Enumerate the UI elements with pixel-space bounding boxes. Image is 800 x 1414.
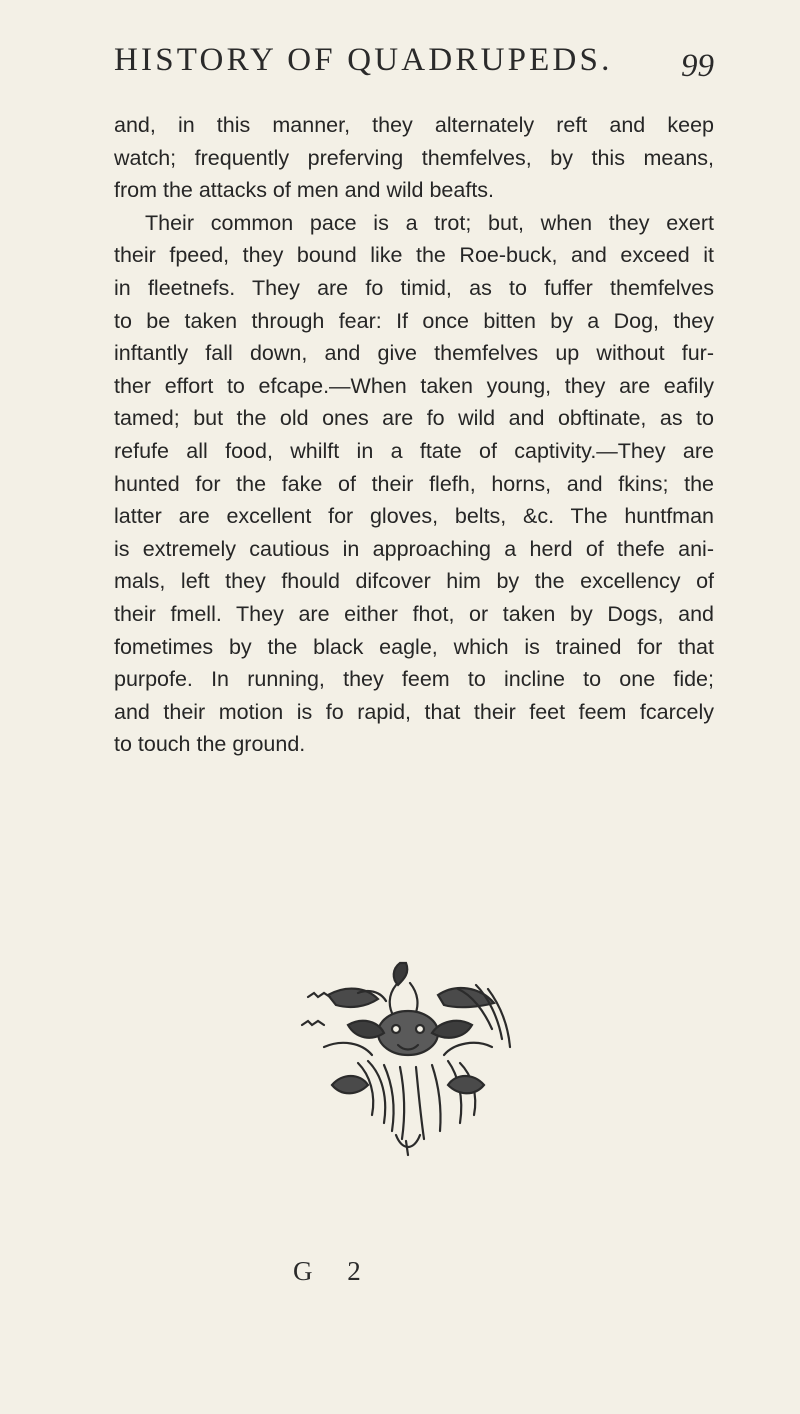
text-line: latter are excellent for gloves, belts, &c. The huntfman [114,504,714,529]
grotesque-mask-tailpiece-icon [288,955,528,1160]
page-number: 99 [681,48,714,84]
text-line: in fleetnefs. They are fo timid, as to fuffer themfelves [114,275,714,300]
page-header [114,42,714,86]
text-line: inftantly fall down, and give themfelves up without fur- [114,341,714,366]
text-line: from the attacks of men and wild beafts. [114,178,495,203]
text-line: mals, left they fhould difcover him by the excellency of [114,569,714,594]
text-line: their fpeed, they bound like the Roe-buck, and exceed it [114,243,714,268]
text-line: Their common pace is a trot; but, when they exert [145,210,714,235]
signature-mark: G 2 [293,1256,375,1286]
text-line: is extremely cautious in approaching a herd of thefe ani- [114,536,714,561]
text-line: to be taken through fear: If once bitten by a Dog, they [114,308,714,333]
text-line: purpofe. In running, they feem to incline to one fide; [114,667,714,692]
text-line: to touch the ground. [114,732,306,757]
running-head: HISTORY OF QUADRUPEDS. [114,42,613,78]
text-line: ther effort to efcape.—When taken young, they are eafily [114,373,714,398]
text-line: their fmell. They are either fhot, or taken by Dogs, and [114,601,714,626]
text-line: fometimes by the black eagle, which is trained for that [114,634,714,659]
text-line: watch; frequently preferving themfelves, by this means, [114,145,714,170]
text-line: and their motion is fo rapid, that their feet feem fcarcely [114,699,714,724]
text-line: hunted for the fake of their flefh, horns, and fkins; the [114,471,714,496]
text-line: refufe all food, whilft in a ftate of captivity.—They are [114,438,714,463]
body-text [114,109,714,761]
text-line: tamed; but the old ones are fo wild and obftinate, as to [114,406,714,431]
text-line: and, in this manner, they alternately reft and keep [114,113,714,137]
